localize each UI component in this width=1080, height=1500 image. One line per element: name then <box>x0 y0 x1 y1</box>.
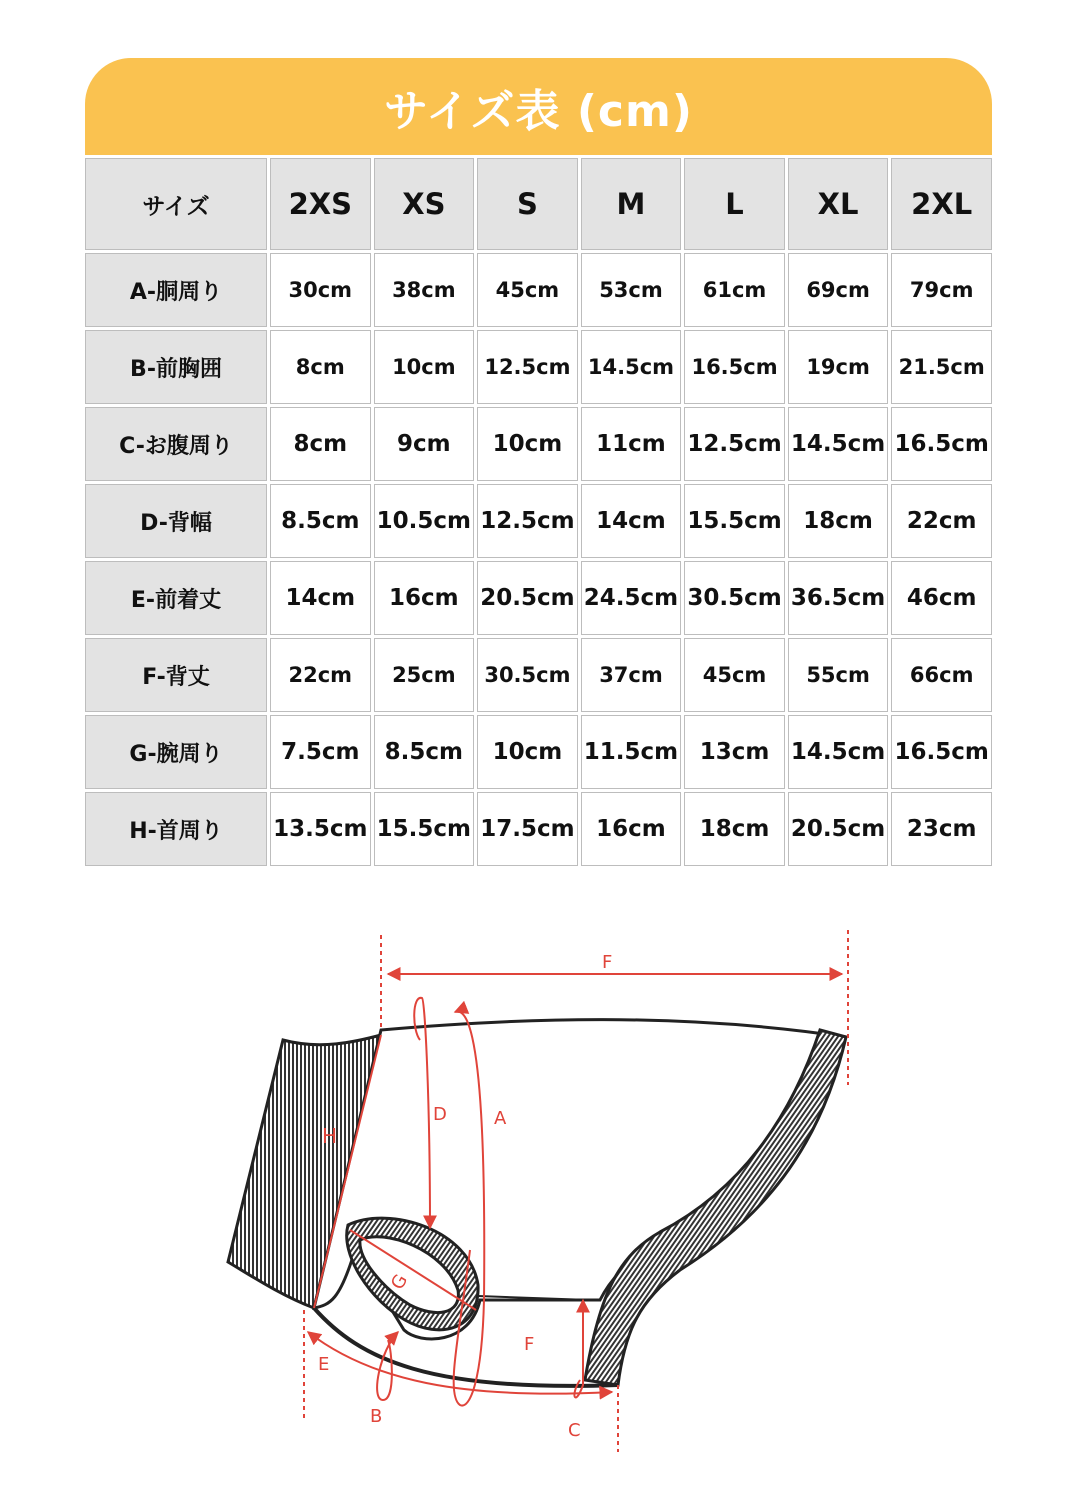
table-row <box>85 484 992 558</box>
table-cell: 30cm <box>270 253 371 327</box>
label-g: G <box>387 1270 413 1294</box>
table-cell: 69cm <box>788 253 889 327</box>
label-a: A <box>494 1108 507 1129</box>
table-cell: 21.5cm <box>891 330 992 404</box>
table-cell: 23cm <box>891 792 992 866</box>
table-cell: 16.5cm <box>684 330 785 404</box>
table-cell: 79cm <box>891 253 992 327</box>
table-row <box>85 715 992 789</box>
table-row <box>85 407 992 481</box>
label-c: C <box>568 1420 581 1441</box>
table-cell: 16cm <box>581 792 682 866</box>
table-cell: 13cm <box>684 715 785 789</box>
table-cell: 38cm <box>374 253 475 327</box>
table-cell: 20.5cm <box>788 792 889 866</box>
table-cell: 18cm <box>684 792 785 866</box>
table-cell: 17.5cm <box>477 792 578 866</box>
size-header-xs: XS <box>374 158 475 250</box>
table-cell: 12.5cm <box>684 407 785 481</box>
table-cell: 8cm <box>270 330 371 404</box>
table-cell: 14.5cm <box>788 715 889 789</box>
table-cell: 20.5cm <box>477 561 578 635</box>
table-cell: 15.5cm <box>684 484 785 558</box>
table-row <box>85 330 992 404</box>
table-cell: 7.5cm <box>270 715 371 789</box>
table-cell: 12.5cm <box>477 484 578 558</box>
measurement-rows <box>85 253 992 866</box>
table-cell: 22cm <box>270 638 371 712</box>
table-cell: 11.5cm <box>581 715 682 789</box>
table-cell: 14.5cm <box>581 330 682 404</box>
table-cell: 37cm <box>581 638 682 712</box>
table-cell: 46cm <box>891 561 992 635</box>
row-label: H-首周り <box>85 792 267 866</box>
size-column-header: サイズ <box>85 158 267 250</box>
table-row <box>85 792 992 866</box>
table-cell: 10cm <box>477 407 578 481</box>
table-cell: 36.5cm <box>788 561 889 635</box>
table-cell: 24.5cm <box>581 561 682 635</box>
table-cell: 16.5cm <box>891 407 992 481</box>
row-label: A-胴周り <box>85 253 267 327</box>
size-header-m: M <box>581 158 682 250</box>
size-header-s: S <box>477 158 578 250</box>
label-f-belly: F <box>524 1334 535 1355</box>
table-cell: 19cm <box>788 330 889 404</box>
table-cell: 66cm <box>891 638 992 712</box>
row-label: D-背幅 <box>85 484 267 558</box>
table-cell: 11cm <box>581 407 682 481</box>
table-cell: 18cm <box>788 484 889 558</box>
table-cell: 30.5cm <box>684 561 785 635</box>
table-cell: 53cm <box>581 253 682 327</box>
table-cell: 8.5cm <box>374 715 475 789</box>
size-table <box>82 155 995 869</box>
table-cell: 8cm <box>270 407 371 481</box>
table-cell: 30.5cm <box>477 638 578 712</box>
label-h: H <box>322 1124 338 1148</box>
size-header-l: L <box>684 158 785 250</box>
table-cell: 14cm <box>270 561 371 635</box>
table-cell: 10cm <box>477 715 578 789</box>
label-e: E <box>318 1354 330 1375</box>
table-cell: 16cm <box>374 561 475 635</box>
table-cell: 16.5cm <box>891 715 992 789</box>
label-f-top: F <box>602 952 613 973</box>
size-chart <box>85 58 992 869</box>
table-cell: 12.5cm <box>477 330 578 404</box>
table-cell: 13.5cm <box>270 792 371 866</box>
size-header-xl: XL <box>788 158 889 250</box>
row-label: G-腕周り <box>85 715 267 789</box>
table-cell: 10.5cm <box>374 484 475 558</box>
row-label: C-お腹周り <box>85 407 267 481</box>
table-row <box>85 561 992 635</box>
table-cell: 55cm <box>788 638 889 712</box>
table-cell: 61cm <box>684 253 785 327</box>
table-row <box>85 253 992 327</box>
table-cell: 15.5cm <box>374 792 475 866</box>
size-header-2xs: 2XS <box>270 158 371 250</box>
chart-title: サイズ表 (cm) <box>85 58 992 155</box>
size-header-row <box>85 158 992 250</box>
label-d: D <box>433 1104 447 1125</box>
row-label: E-前着丈 <box>85 561 267 635</box>
garment-measurement-diagram <box>0 900 1080 1500</box>
table-cell: 45cm <box>477 253 578 327</box>
table-cell: 10cm <box>374 330 475 404</box>
table-cell: 45cm <box>684 638 785 712</box>
table-cell: 25cm <box>374 638 475 712</box>
table-cell: 8.5cm <box>270 484 371 558</box>
table-cell: 22cm <box>891 484 992 558</box>
label-b: B <box>370 1406 383 1427</box>
row-label: B-前胸囲 <box>85 330 267 404</box>
table-cell: 14.5cm <box>788 407 889 481</box>
row-label: F-背丈 <box>85 638 267 712</box>
size-header-2xl: 2XL <box>891 158 992 250</box>
table-cell: 9cm <box>374 407 475 481</box>
table-cell: 14cm <box>581 484 682 558</box>
table-row <box>85 638 992 712</box>
